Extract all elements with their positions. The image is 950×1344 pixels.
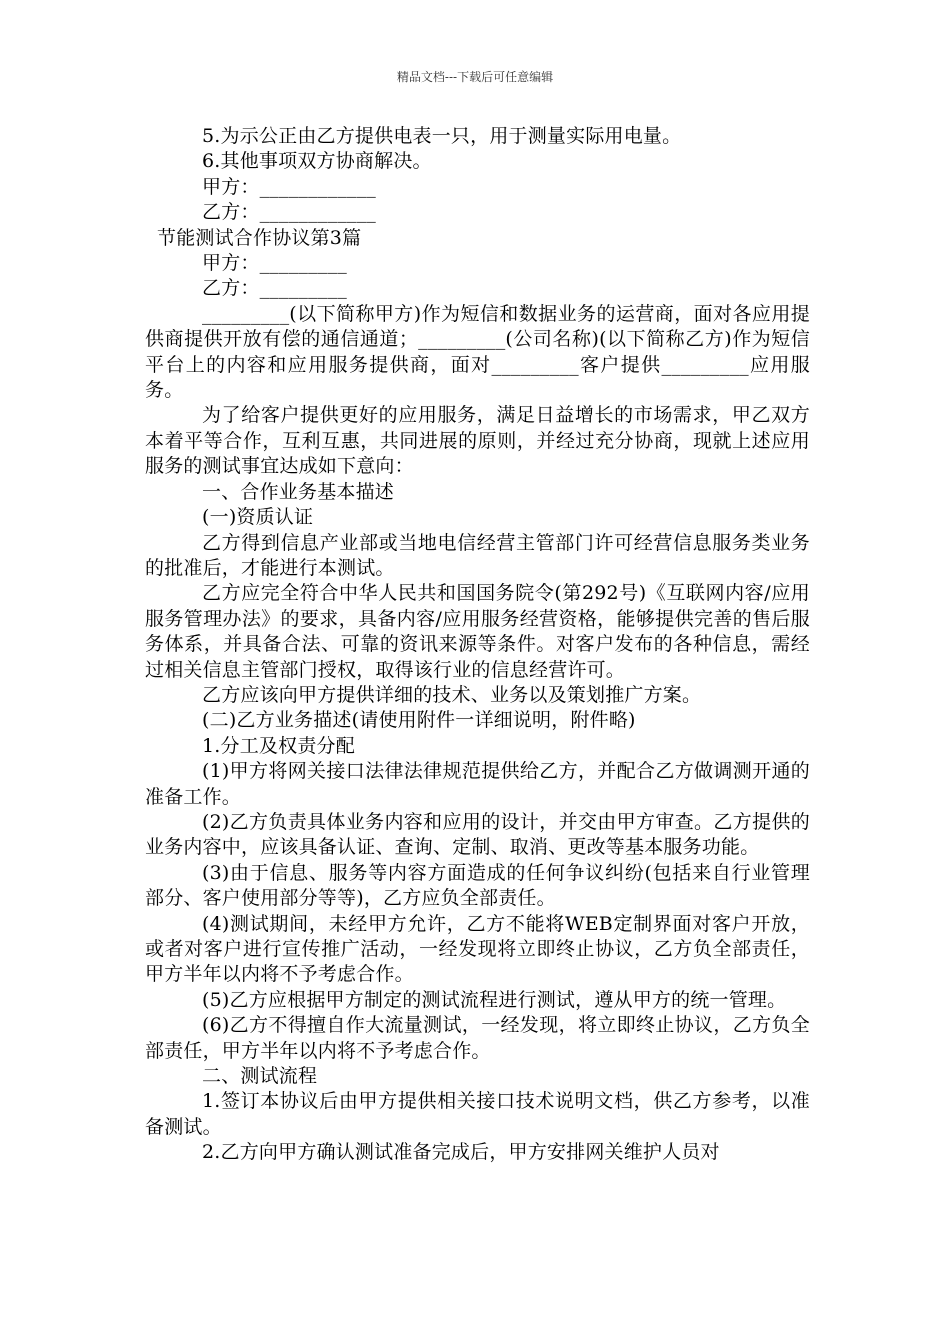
paragraph: (3)由于信息、服务等内容方面造成的任何争议纠纷(包括来自行业管理部分、客户使用部分等等)，乙方应负全部责任。 xyxy=(145,861,810,910)
page-header: 精品文档---下载后可任意编辑 xyxy=(396,70,554,84)
subheading: 1.分工及权责分配 xyxy=(202,734,355,757)
paragraph: 为了给客户提供更好的应用服务，满足日益增长的市场需求，甲乙双方本着平等合作，互利互惠，共同进展的原则，并经过充分协商，现就上述应用服务的测试事宜达成如下意向： xyxy=(145,404,810,478)
heading: 二、测试流程 xyxy=(202,1065,318,1088)
paragraph: 5.为示公正由乙方提供电表一只，用于测量实际用电量。 xyxy=(202,125,682,147)
paragraph: 2.乙方向甲方确认测试准备完成后，甲方安排网关维护人员对 xyxy=(202,1141,720,1164)
paragraph: 乙方得到信息产业部或当地电信经营主管部门许可经营信息服务类业务的批准后，才能进行本测试。 xyxy=(145,531,810,579)
paragraph: (1)甲方将网关接口法律法律规范提供给乙方，并配合乙方做调测开通的准备工作。 xyxy=(145,760,810,808)
signature-party-a: 甲方：____________ xyxy=(202,175,377,198)
party-b-line: 乙方：_________ xyxy=(202,277,347,300)
subheading: (一)资质认证 xyxy=(202,506,314,529)
paragraph: (2)乙方负责具体业务内容和应用的设计，并交由甲方审查。乙方提供的业务内容中，应该具备认证、查询、定制、取消、更改等基本服务功能。 xyxy=(145,810,810,859)
heading: 一、合作业务基本描述 xyxy=(202,480,395,503)
paragraph: (5)乙方应根据甲方制定的测试流程进行测试，遵从甲方的统一管理。 xyxy=(202,988,787,1011)
party-a-line: 甲方：_________ xyxy=(202,252,347,275)
paragraph: 乙方应完全符合中华人民共和国国务院令(第292号)《互联网内容/应用服务管理办法》的要求，具备内容/应用服务经营资格，能够提供完善的售后服务体系，并具备合法、可靠的资讯来源等条件。对客户发布的各种信息，需经过相关信息主管部门授权，取得该行业的信息经营许可。 xyxy=(145,582,810,681)
paragraph: (6)乙方不得擅自作大流量测试，一经发现，将立即终止协议，乙方负全部责任，甲方半年以内将不予考虑合作。 xyxy=(145,1014,810,1062)
section-title: 节能测试合作协议第3篇 xyxy=(157,226,362,249)
paragraph: (4)测试期间，未经甲方允许，乙方不能将WEB定制界面对客户开放，或者对客户进行宣传推广活动，一经发现将立即终止协议，乙方负全部责任，甲方半年以内将不予考虑合作。 xyxy=(145,912,810,986)
paragraph: 6.其他事项双方协商解决。 xyxy=(202,150,432,173)
subheading: (二)乙方业务描述(请使用附件一详细说明，附件略) xyxy=(202,709,636,732)
paragraph: 1.签订本协议后由甲方提供相关接口技术说明文档，供乙方参考，以准备测试。 xyxy=(145,1090,810,1138)
paragraph: 乙方应该向甲方提供详细的技术、业务以及策划推广方案。 xyxy=(202,683,702,706)
document-body xyxy=(145,124,810,1166)
paragraph: _________(以下简称甲方)作为短信和数据业务的运营商，面对各应用提供商提供开放有偿的通信通道；_________(公司名称)(以下简称乙方)作为短信平台上的内容和应用服务提供商，面对_________客户提供_________应用服务。 xyxy=(145,302,810,402)
signature-party-b: 乙方：____________ xyxy=(202,201,377,224)
